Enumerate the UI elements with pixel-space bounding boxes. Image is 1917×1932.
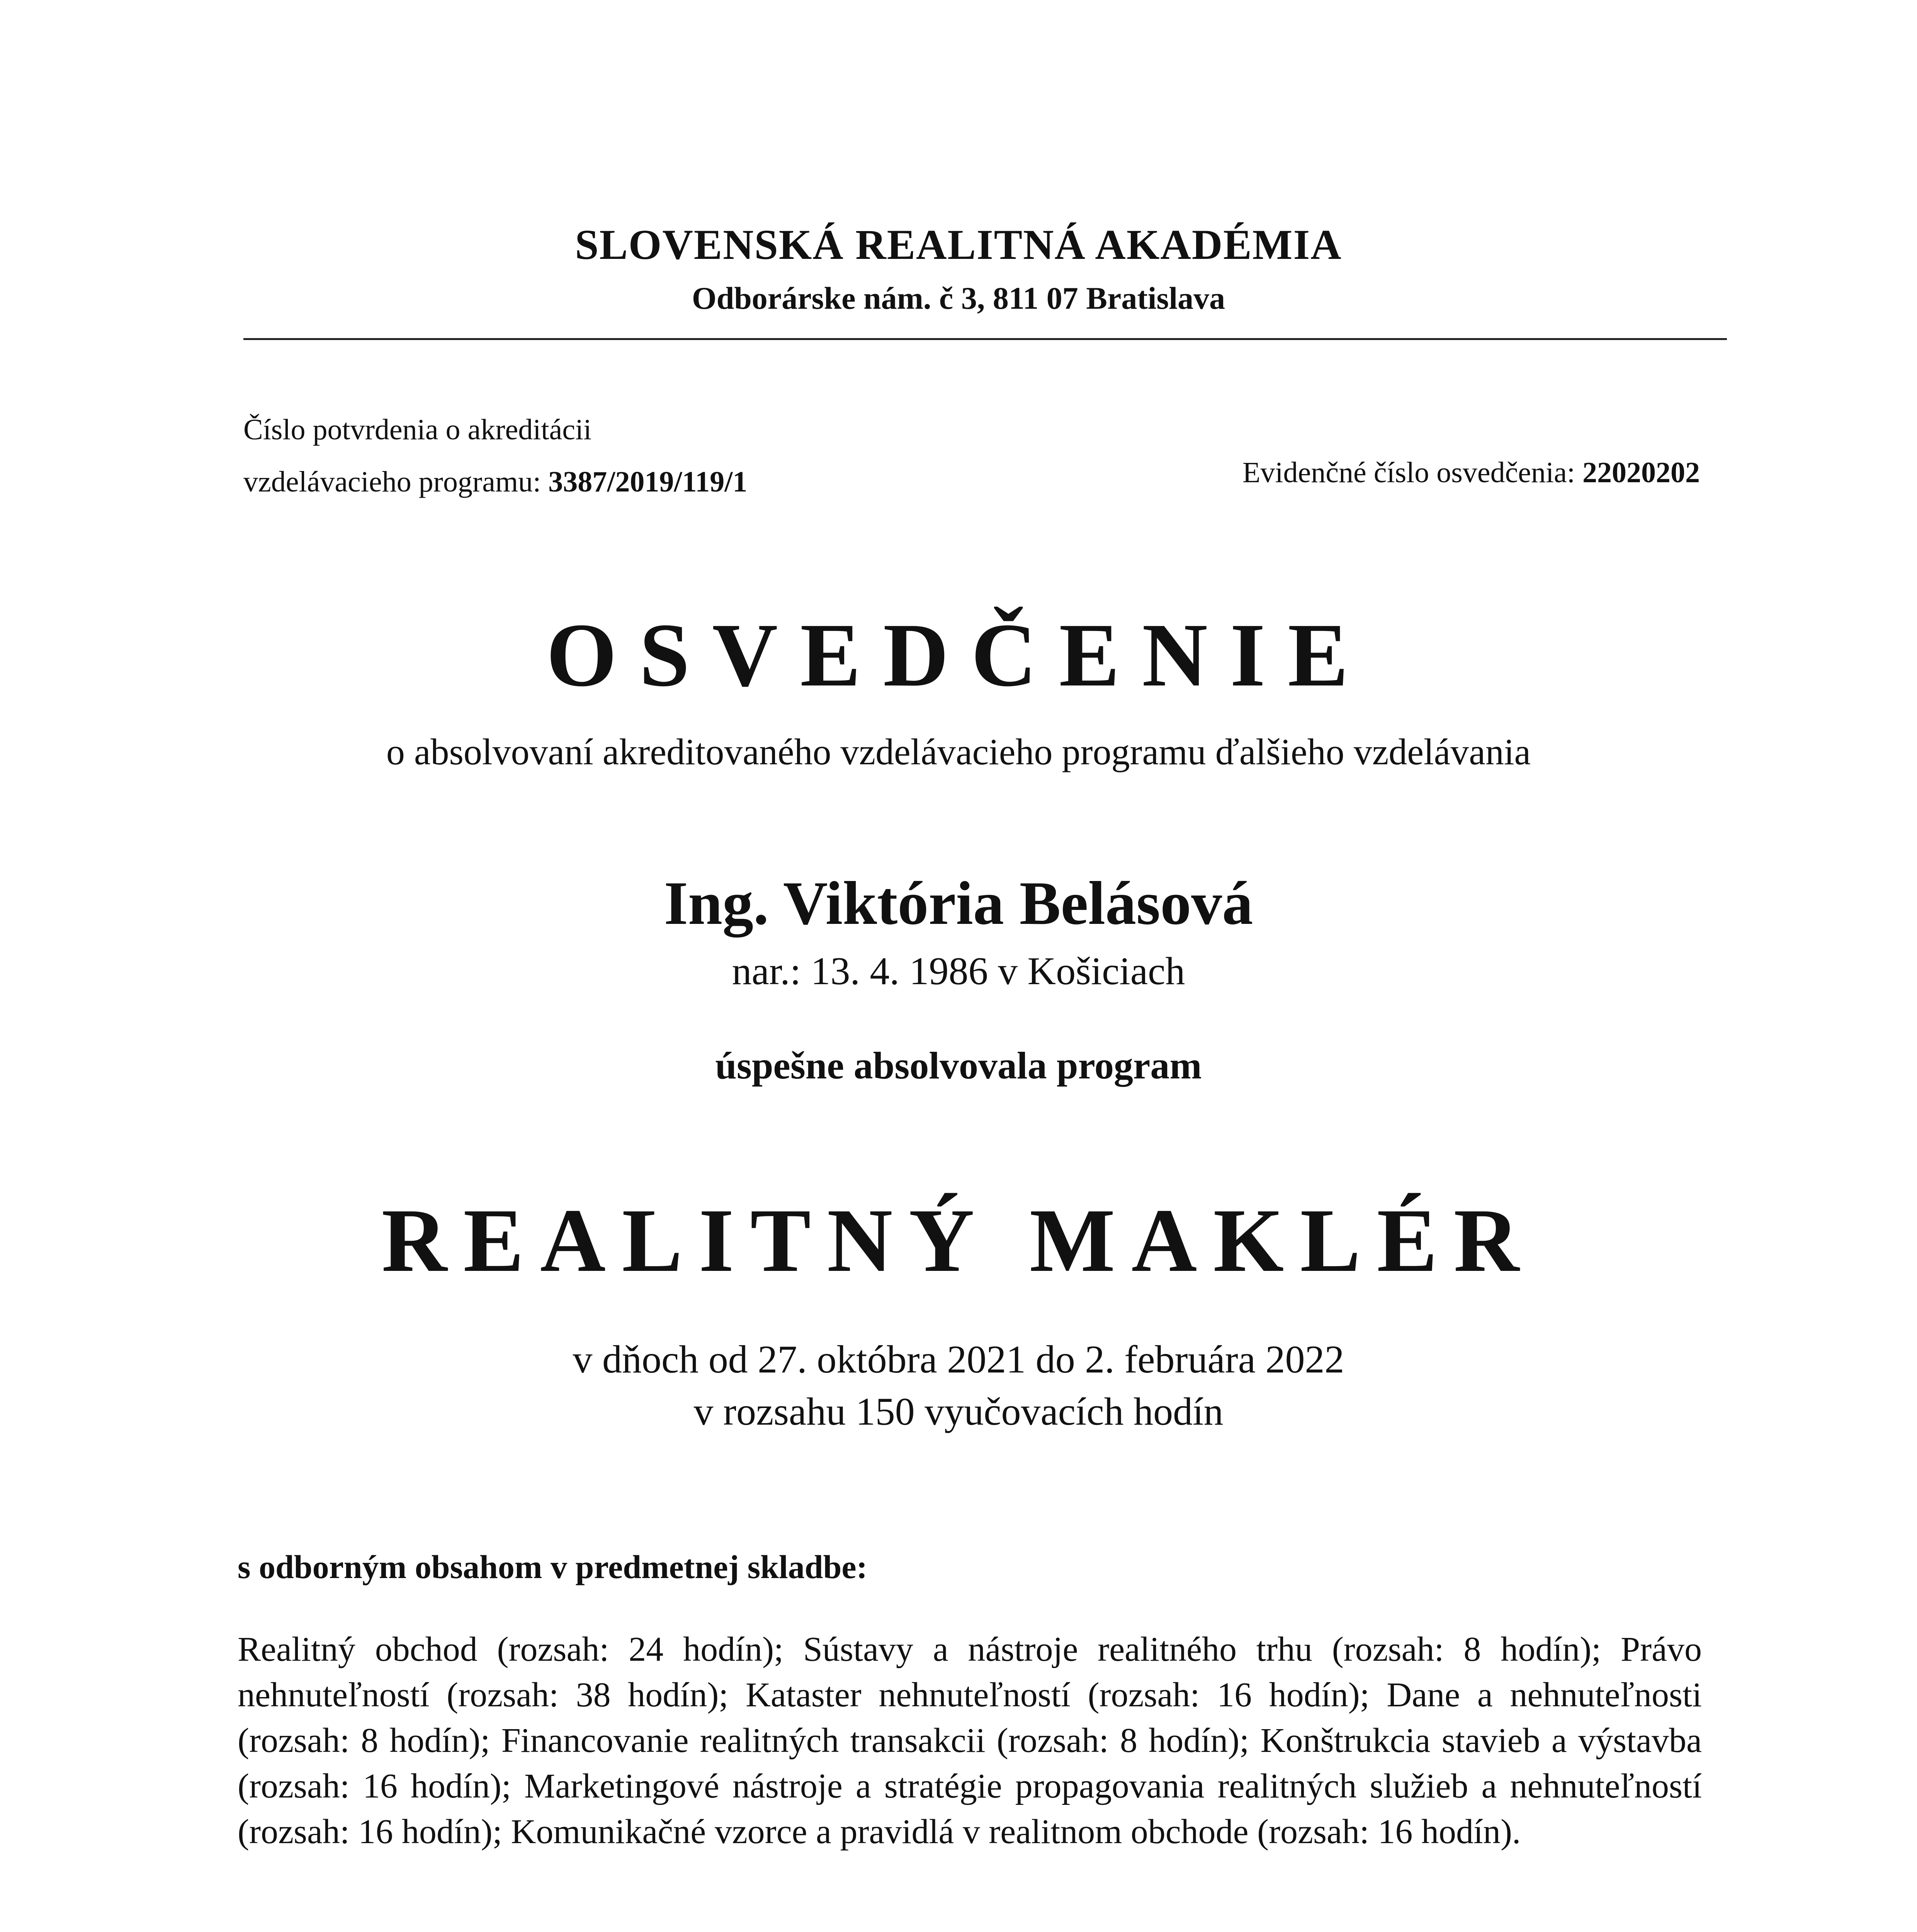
certificate-number-block (1144, 456, 1700, 490)
content-text: Realitný obchod (rozsah: 24 hodín); Sústavy a nástroje realitného trhu (rozsah: 8 hodín); Právo nehnuteľností (rozsah: 38 hodín); Kataster nehnuteľností (rozsah: 16 hodín); Dane a nehnuteľnosti (rozsah: 8 hodín); Financovanie realitných transakcii (rozsah: 8 hodín); Konštrukcia stavieb a výstavba (rozsah: 16 hodín); Marketingové nástroje a stratégie propagovania realitných služieb a nehnuteľností (rozsah: 16 hodín); Komunikačné vzorce a pravidlá v realitnom obchode (rozsah: 16 hodín). (238, 1630, 1702, 1851)
accreditation-number: 3387/2019/119/1 (548, 466, 748, 498)
organization-address: Odborárske nám. č 3, 811 07 Bratislava (692, 281, 1225, 316)
document-subtitle: o absolvovaní akreditovaného vzdelávacieho programu ďalšieho vzdelávania (386, 731, 1531, 772)
holder-name: Ing. Viktória Belásová (664, 869, 1253, 937)
document-title: OSVEDČENIE (546, 605, 1371, 705)
accreditation-block (243, 404, 747, 508)
completed-text: úspešne absolvovala program (715, 1044, 1202, 1087)
certificate-number-label: Evidenčné číslo osvedčenia: (1242, 456, 1582, 489)
holder-birth: nar.: 13. 4. 1986 v Košiciach (732, 949, 1185, 993)
program-hours: v rozsahu 150 vyučovacích hodín (693, 1390, 1224, 1434)
accreditation-label: vzdelávacieho programu: (243, 466, 549, 498)
content-heading: s odborným obsahom v predmetnej skladbe: (238, 1548, 868, 1585)
accreditation-line2 (243, 456, 747, 508)
header-divider (243, 338, 1727, 340)
program-dates: v dňoch od 27. októbra 2021 do 2. februára 2022 (573, 1338, 1344, 1381)
organization-name: SLOVENSKÁ REALITNÁ AKADÉMIA (575, 221, 1342, 268)
program-name: REALITNÝ MAKLÉR (381, 1190, 1536, 1291)
certificate-number-value: 22020202 (1582, 456, 1700, 489)
accreditation-line1: Číslo potvrdenia o akreditácii (243, 413, 592, 446)
